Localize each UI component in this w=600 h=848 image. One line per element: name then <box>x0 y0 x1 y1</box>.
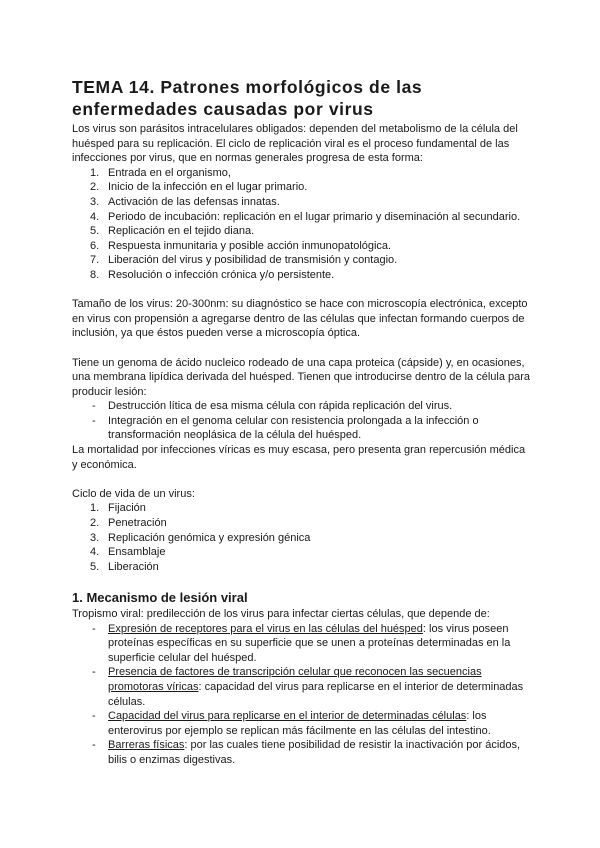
replication-steps-list <box>72 166 532 283</box>
mortality-paragraph: La mortalidad por infecciones víricas es muy escasa, pero presenta gran repercusión médica y económica. <box>72 444 526 471</box>
intro-paragraph: Los virus son parásitos intracelulares obligados: dependen del metabolismo de la célula del huésped para su replicación. El ciclo de replicación viral es el proceso fundamental de las infecciones por virus, que en normas generales progresa de esta forma: <box>72 123 518 165</box>
lifecycle-list <box>72 501 532 574</box>
size-paragraph: Tamaño de los virus: 20-300nm: su diagnóstico se hace con microscopía electrónica, excepto en virus con propensión a agregarse dentro de las células que infectan formando cuerpos de inclusión, ya que éstos pueden verse a microscopía óptica. <box>72 298 528 340</box>
list-item: - Barreras físicas: por las cuales tiene posibilidad de resistir la inactivación por ácidos, bilis o enzimas digestivas. <box>92 739 521 766</box>
list-item: 3. Replicación genómica y expresión génica <box>90 531 311 544</box>
lesion-list <box>72 399 532 443</box>
list-item: 2. Inicio de la infección en el lugar primario. <box>90 181 308 194</box>
list-item: - Destrucción lítica de esa misma célula con rápida replicación del virus. <box>92 400 453 413</box>
list-item: - Capacidad del virus para replicarse en el interior de determinadas células: los enterovirus por ejemplo se replican más fácilmente en las células del intestino. <box>92 710 491 737</box>
list-item: 6. Respuesta inmunitaria y posible acción inmunopatológica. <box>90 239 392 252</box>
page-title: TEMA 14. Patrones morfológicos de las enfermedades causadas por virus <box>72 77 423 119</box>
list-item: 5. Liberación <box>90 560 159 573</box>
list-item: 4. Ensamblaje <box>90 546 166 559</box>
list-item: - Presencia de factores de transcripción celular que reconocen las secuencias promotoras víricas: capacidad del virus para replicarse en el interior de determinadas células. <box>92 666 524 708</box>
tropism-paragraph: Tropismo viral: predilección de los virus para infectar ciertas células, que depende de: <box>72 608 490 620</box>
list-item: 3. Activación de las defensas innatas. <box>90 195 280 208</box>
section-heading: 1. Mecanismo de lesión viral <box>72 590 248 605</box>
underlined-term: Capacidad del virus para replicarse en el interior de determinadas células <box>108 710 467 723</box>
list-item: 1. Fijación <box>90 502 146 515</box>
document-page <box>72 76 532 768</box>
list-item: 1. Entrada en el organismo, <box>90 166 231 179</box>
genome-paragraph: Tiene un genoma de ácido nucleico rodeado de una capa proteica (cápside) y, en ocasiones, una membrana lipídica derivada del huésped. Tienen que introducirse dentro de la célula para producir lesión: <box>72 356 531 398</box>
underlined-term: Presencia de factores de transcripción celular que reconocen las secuencias promotoras víricas <box>108 666 482 693</box>
list-item: - Expresión de receptores para el virus en las células del huésped: los virus poseen proteínas específicas en su superficie que se unen a proteínas determinadas en la superficie celular del huésped. <box>92 622 511 664</box>
list-item: 7. Liberación del virus y posibilidad de transmisión y contagio. <box>90 254 398 267</box>
tropism-list <box>72 622 532 768</box>
list-item: 5. Replicación en el tejido diana. <box>90 225 255 238</box>
list-item: 8. Resolución o infección crónica y/o persistente. <box>90 268 335 281</box>
list-item: - Integración en el genoma celular con resistencia prolongada a la infección o transformación neoplásica de la célula del huésped. <box>92 414 479 442</box>
lifecycle-title: Ciclo de vida de un virus: <box>72 487 195 500</box>
list-item: 4. Periodo de incubación: replicación en el lugar primario y diseminación al secundario. <box>90 210 521 223</box>
underlined-term: Expresión de receptores para el virus en las células del huésped <box>108 622 423 635</box>
list-item: 2. Penetración <box>90 517 167 530</box>
underlined-term: Barreras físicas <box>108 739 185 752</box>
